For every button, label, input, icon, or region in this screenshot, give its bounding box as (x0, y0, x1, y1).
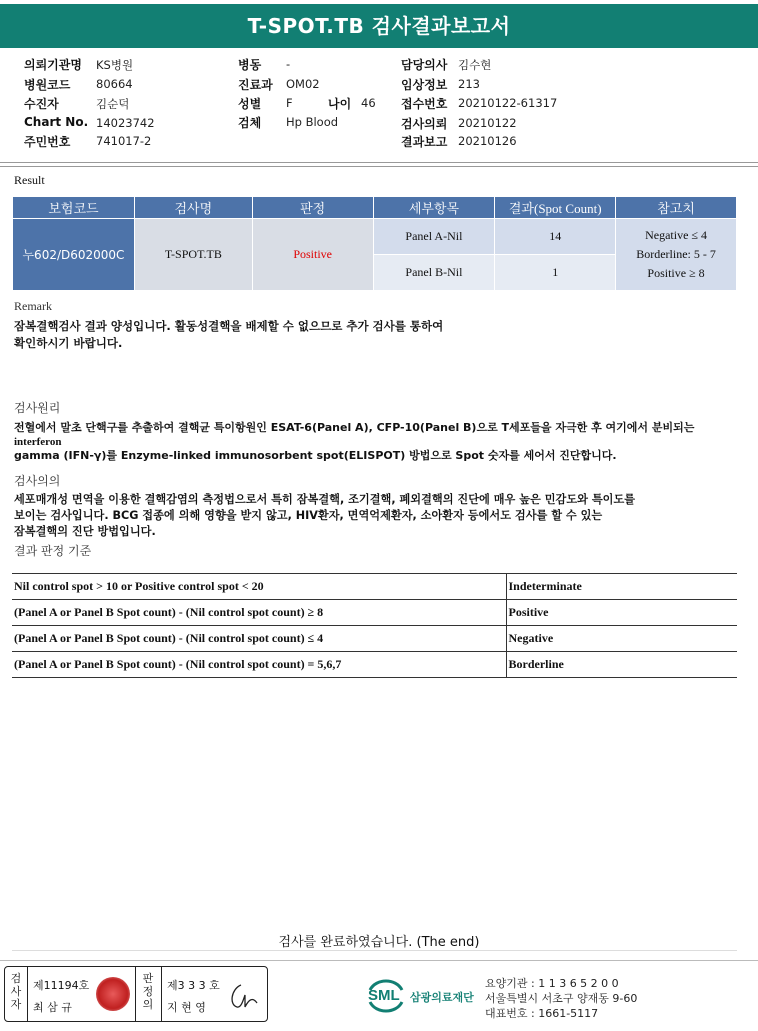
info-label: 임상정보 (401, 78, 448, 92)
header-test: 검사명 (134, 197, 252, 219)
principle-line: 전혈에서 말초 단핵구를 추출하여 결핵균 특이항원인 ESAT-6(Panel A), CFP-10(Panel B)으로 T세포들을 자극한 후 여기에서 분비되는 (14, 421, 695, 434)
divider (0, 960, 758, 961)
divider (0, 162, 758, 163)
info-label: 성별 (238, 97, 262, 111)
reference-line: Negative ≤ 4 (645, 228, 707, 242)
info-value: Hp Blood (286, 115, 339, 129)
divider (27, 967, 28, 1021)
principle-line: gamma (IFN-γ)를 Enzyme-linked immunosorbent spot(ELISPOT) 방법으로 Spot 숫자를 세어서 진단합니다. (14, 449, 617, 462)
info-label: 병원코드 (24, 78, 71, 92)
info-label: Chart No. (24, 115, 89, 129)
sml-logo (366, 976, 496, 1016)
test-name: T-SPOT.TB (134, 219, 252, 291)
principle-line: interferon (14, 436, 62, 448)
report-title: T-SPOT.TB 검사결과보고서 (0, 4, 758, 48)
info-label: 주민번호 (24, 135, 71, 149)
header-judgement: 판정 (252, 197, 373, 219)
reference-range (616, 219, 737, 291)
doctor-role (137, 972, 159, 1011)
info-label: 병동 (238, 58, 262, 72)
header-result: 결과(Spot Count) (495, 197, 616, 219)
info-label: 나이 (328, 97, 352, 111)
info-value: OM02 (286, 77, 320, 91)
info-value: - (286, 57, 291, 71)
info-value: 14023742 (96, 116, 155, 130)
info-value: 20210122 (458, 116, 517, 130)
info-value: F (286, 96, 293, 110)
result-table (12, 196, 737, 291)
footer-line: 대표번호 : 1661-5117 (485, 1007, 599, 1020)
criteria-result: Indeterminate (506, 574, 737, 600)
org-name: 삼광의료재단 (410, 991, 474, 1004)
end-text: 검사를 완료하였습니다. (The end) (278, 935, 480, 950)
info-label: 담당의사 (401, 58, 448, 72)
info-label: 접수번호 (401, 97, 448, 111)
insurance-code: 누602/D602000C (13, 219, 135, 291)
criteria-row (12, 600, 737, 626)
footer-line: 서울특별시 서초구 양재동 9-60 (485, 992, 638, 1005)
criteria-condition: (Panel A or Panel B Spot count) - (Nil control spot count) ≥ 8 (12, 600, 506, 626)
meaning-line: 보이는 검사입니다. BCG 접종에 의해 영향을 받지 않고, HIV환자, 면역억제환자, 소아환자 등에서도 검사를 할 수 있는 (14, 509, 603, 522)
divider (135, 967, 136, 1021)
criteria-label: 결과 판정 기준 (14, 544, 92, 558)
header-item: 세부항목 (373, 197, 495, 219)
info-label: 진료과 (238, 78, 273, 92)
doctor-role-text: 판 정 의 (142, 972, 154, 1011)
result-value: 1 (495, 255, 616, 291)
divider (0, 166, 758, 167)
info-label: 검사의뢰 (401, 117, 448, 131)
info-value: 김순덕 (96, 97, 130, 111)
info-value: 46 (361, 96, 376, 110)
result-label: Result (14, 173, 45, 187)
seal-stamp (96, 977, 130, 1011)
signature-icon (227, 981, 263, 1011)
criteria-row (12, 652, 737, 678)
criteria-condition: (Panel A or Panel B Spot count) - (Nil control spot count) ≤ 4 (12, 626, 506, 652)
signature-box (4, 966, 268, 1022)
remark-label: Remark (14, 299, 52, 313)
footer-address (485, 976, 637, 1021)
meaning-text (14, 492, 635, 540)
reference-line: Positive ≥ 8 (647, 266, 705, 280)
doctor-license: 제3 3 3 호 (167, 979, 220, 992)
detail-item: Panel A-Nil (373, 219, 495, 255)
divider (161, 967, 162, 1021)
info-value: 80664 (96, 77, 133, 91)
remark-line: 확인하시기 바랍니다. (14, 336, 123, 350)
info-label: 결과보고 (401, 135, 448, 149)
footer-line: 요양기관 : 1 1 3 6 5 2 0 0 (485, 977, 619, 990)
info-label: 수진자 (24, 97, 59, 111)
doctor-name: 지 현 영 (167, 1001, 206, 1014)
remark-text (14, 318, 443, 352)
info-value: 김수현 (458, 58, 492, 72)
info-value: 213 (458, 77, 480, 91)
criteria-result: Borderline (506, 652, 737, 678)
info-label: 의뢰기관명 (24, 58, 82, 72)
header-reference: 참고치 (616, 197, 737, 219)
judgement-value: Positive (252, 219, 373, 291)
principle-text (14, 420, 694, 464)
criteria-result: Positive (506, 600, 737, 626)
criteria-result: Negative (506, 626, 737, 652)
remark-line: 잠복결핵검사 결과 양성입니다. 활동성결핵을 배제할 수 없으므로 추가 검사를 통하여 (14, 319, 444, 333)
meaning-line: 잠복결핵의 진단 방법입니다. (14, 525, 156, 538)
inspector-license: 제11194호 (33, 979, 90, 992)
info-value: 20210126 (458, 134, 517, 148)
info-label: 검체 (238, 116, 262, 130)
inspector-name: 최 삼 규 (33, 1001, 72, 1014)
info-value: KS병원 (96, 58, 134, 72)
result-value: 14 (495, 219, 616, 255)
divider (12, 950, 737, 951)
patient-info (0, 52, 758, 158)
detail-item: Panel B-Nil (373, 255, 495, 291)
meaning-line: 세포매개성 면역을 이용한 결핵감염의 측정법으로서 특히 잠복결핵, 조기결핵, 폐외결핵의 진단에 매우 높은 민감도와 특이도를 (14, 493, 636, 506)
criteria-condition: (Panel A or Panel B Spot count) - (Nil control spot count) = 5,6,7 (12, 652, 506, 678)
criteria-row (12, 574, 737, 600)
meaning-label: 검사의의 (14, 474, 61, 488)
info-value: 741017-2 (96, 134, 152, 148)
reference-line: Borderline: 5 - 7 (636, 247, 716, 261)
criteria-condition: Nil control spot > 10 or Positive control spot < 20 (12, 574, 506, 600)
logo-text: SML (368, 987, 400, 1004)
criteria-row (12, 626, 737, 652)
header-code: 보험코드 (13, 197, 135, 219)
criteria-table (12, 573, 737, 678)
inspector-role-text: 검 사 자 (10, 972, 22, 1011)
inspector-role (5, 972, 27, 1011)
principle-label: 검사원리 (14, 401, 61, 415)
info-value: 20210122-61317 (458, 96, 558, 110)
